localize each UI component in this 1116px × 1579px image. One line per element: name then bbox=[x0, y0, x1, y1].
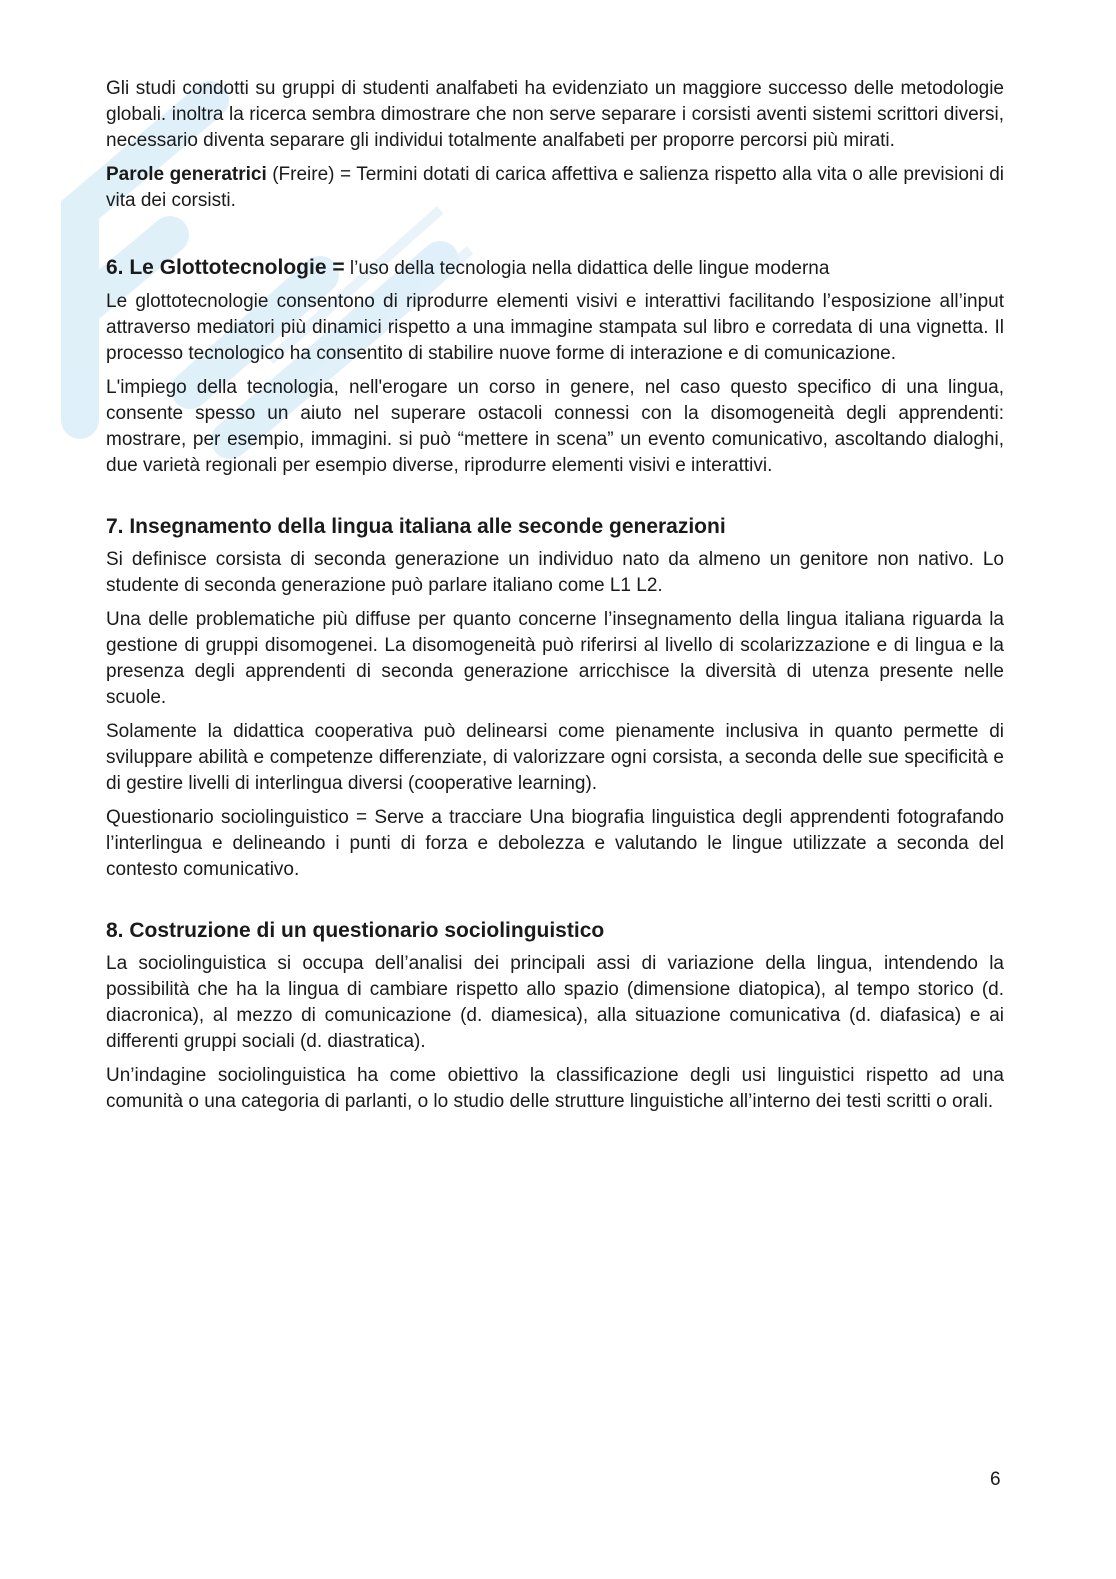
parole-generatrici-paragraph bbox=[106, 162, 1004, 214]
section-7-heading: 7. Insegnamento della lingua italiana alle seconde generazioni bbox=[106, 515, 726, 538]
section-6-paragraph-2: L'impiego della tecnologia, nell'erogare un corso in genere, nel caso questo specifico di una lingua, consente spesso un aiuto nel superare ostacoli connessi con la disomogeneità degli apprendenti: mostrare, per esempio, immagini. si può “mettere in scena” un evento comunicativo, ascoltando dialoghi, due varietà regionali per esempio diverse, riprodurre elementi visivi e interattivi. bbox=[106, 377, 1004, 476]
section-7-paragraph-2: Una delle problematiche più diffuse per quanto concerne l’insegnamento della lingua italiana riguarda la gestione di gruppi disomogenei. La disomogeneità può riferirsi al livello di scolarizzazione e di lingua e la presenza degli apprendenti di seconda generazione arricchisce la diversità di utenza presente nelle scuole. bbox=[106, 609, 1004, 708]
section-7-paragraph-3: Solamente la didattica cooperativa può delinearsi come pienamente inclusiva in quanto permette di sviluppare abilità e competenze differenziate, di valorizzare ogni corsista, a seconda delle sue specificità e di gestire livelli di interlingua diversi (cooperative learning). bbox=[106, 721, 1004, 794]
section-7-paragraph-4: Questionario sociolinguistico = Serve a tracciare Una biografia linguistica degli apprendenti fotografando l’interlingua e delineando i punti di forza e debolezza e valutando le lingue utilizzate a seconda del contesto comunicativo. bbox=[106, 807, 1004, 880]
section-6-heading bbox=[106, 254, 1004, 283]
section-8-paragraph-1: La sociolinguistica si occupa dell’analisi dei principali assi di variazione della lingua, intendendo la possibilità che ha la lingua di cambiare rispetto allo spazio (dimensione diatopica), al tempo storico (d. diacronica), al mezzo di comunicazione (d. diamesica), alla situazione comunicativa (d. diafasica) e ai differenti gruppi sociali (d. diastratica). bbox=[106, 953, 1004, 1052]
section-6-paragraph-1: Le glottotecnologie consentono di riprodurre elementi visivi e interattivi facilitando l’esposizione all’input attraverso mediatori più dinamici rispetto a una immagine stampata sul libro e corredata di una vignetta. Il processo tecnologico ha consentito di stabilire nuove forme di interazione e di comunicazione. bbox=[106, 291, 1004, 364]
parole-generatrici-term: Parole generatrici bbox=[106, 164, 267, 185]
section-6-subtitle: l’uso della tecnologia nella didattica delle lingue moderna bbox=[344, 258, 830, 279]
section-8-paragraph-2: Un’indagine sociolinguistica ha come obiettivo la classificazione degli usi linguistici rispetto ad una comunità o una categoria di parlanti, o lo studio delle strutture linguistiche all’interno dei testi scritti o orali. bbox=[106, 1065, 1004, 1112]
document-body bbox=[106, 76, 1004, 1123]
page-number: 6 bbox=[990, 1469, 1001, 1490]
intro-paragraph: Gli studi condotti su gruppi di studenti analfabeti ha evidenziato un maggiore successo delle metodologie globali. inoltra la ricerca sembra dimostrare che non serve separare i corsisti aventi sistemi scrittori diversi, necessario diventa separare gli individui totalmente analfabeti per proporre percorsi più mirati. bbox=[106, 78, 1004, 151]
section-6-title: 6. Le Glottotecnologie = bbox=[106, 256, 345, 279]
section-7-paragraph-1: Si definisce corsista di seconda generazione un individuo nato da almeno un genitore non nativo. Lo studente di seconda generazione può parlare italiano come L1 L2. bbox=[106, 549, 1004, 596]
section-8-heading: 8. Costruzione di un questionario sociolinguistico bbox=[106, 919, 605, 942]
parole-generatrici-definition: (Freire) = Termini dotati di carica affettiva e salienza rispetto alla vita o alle previsioni di vita dei corsisti. bbox=[106, 164, 1004, 211]
